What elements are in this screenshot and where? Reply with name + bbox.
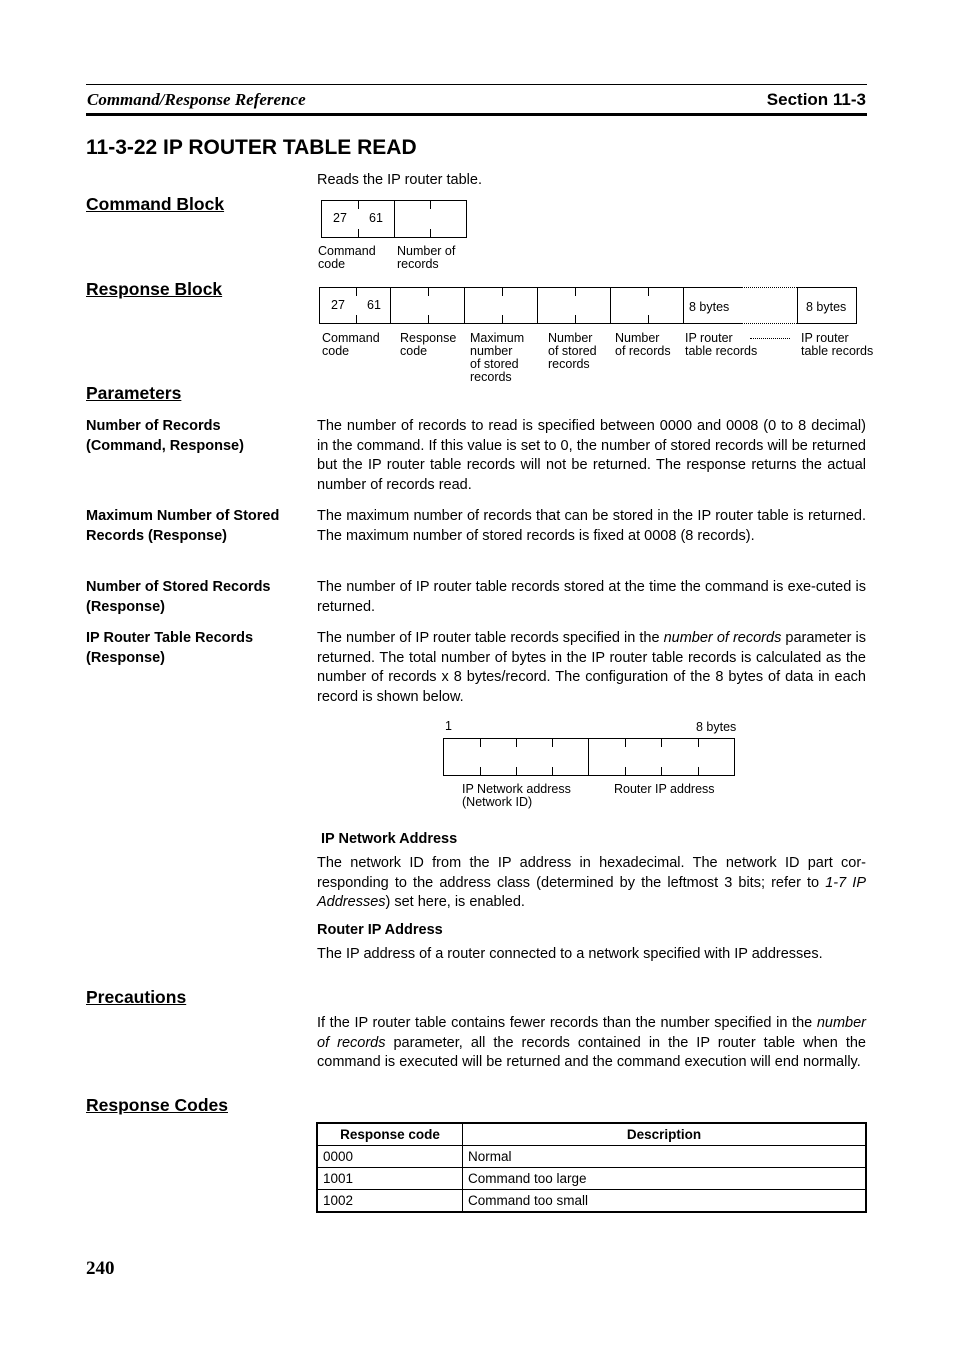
page-number: 240 xyxy=(86,1258,115,1279)
param-heading-number-of-records: Number of Records (Command, Response) xyxy=(86,418,244,454)
ip-network-heading: IP Network Address xyxy=(321,831,458,847)
command-frame xyxy=(321,200,467,238)
response-cell-number xyxy=(610,287,684,324)
record-end-label: 8 bytes xyxy=(696,720,737,734)
response-label-number: Number of records xyxy=(615,331,671,358)
command-label-number-of-records: Number of records xyxy=(397,244,456,271)
record-label-network: IP Network address (Network ID) xyxy=(462,782,571,809)
response-cell-response-code xyxy=(390,287,465,324)
table-header-description: Description xyxy=(463,1123,867,1146)
heading-response-codes: Response Codes xyxy=(86,1095,228,1115)
param-text-stored: The number of IP router table records stored at the time the command is exe-cuted is returned. xyxy=(317,579,866,615)
response-cell-command-code: 27 61 xyxy=(319,287,391,324)
table-cell-description: Command too small xyxy=(463,1190,867,1213)
table-cell-description: Normal xyxy=(463,1146,867,1168)
table-cell-code: 0000 xyxy=(317,1146,463,1168)
ip-network-text: The network ID from the IP address in hexadecimal. The network ID part cor-responding to the address class (determined by the leftmost 3 bits; refer to 1-7 IP Addresses) set here, is enabled. xyxy=(317,855,867,910)
table-row xyxy=(317,1168,866,1190)
command-code-1: 27 xyxy=(333,211,347,225)
response-label-response-code: Response code xyxy=(400,331,457,358)
table-row xyxy=(317,1190,866,1213)
heading-command-block: Command Block xyxy=(86,194,225,214)
intro-text: Reads the IP router table. xyxy=(317,172,482,188)
table-header-row xyxy=(317,1123,866,1146)
response-cell-max-stored xyxy=(464,287,538,324)
header-rule-bottom xyxy=(86,113,867,116)
header-title: Command/Response Reference xyxy=(87,90,306,109)
router-ip-text: The IP address of a router connected to a network specified with IP addresses. xyxy=(317,946,823,962)
response-cell-records-1: 8 bytes xyxy=(683,287,741,324)
section-title: 11-3-22 IP ROUTER TABLE READ xyxy=(86,136,417,159)
param-heading-router-records: IP Router Table Records (Response) xyxy=(86,630,254,666)
response-codes-table xyxy=(316,1122,867,1213)
param-text-number-of-records: The number of records to read is specified between 0000 and 0008 (0 to 8 decimal) in the command. If this value is set to 0, the number of stored records will be returned but the IP router table records will not be returned. The response returns the actual number of records read. xyxy=(317,418,866,493)
response-label-records-2: IP router table records xyxy=(801,331,874,358)
heading-response-block: Response Block xyxy=(86,279,223,299)
response-label-command-code: Command code xyxy=(322,331,380,358)
response-cell-stored xyxy=(537,287,611,324)
header-rule-top xyxy=(86,84,867,85)
table-cell-description: Command too large xyxy=(463,1168,867,1190)
heading-parameters: Parameters xyxy=(86,383,182,403)
response-label-max-stored: Maximum number of stored records xyxy=(470,331,525,384)
response-cell-records-2: 8 bytes xyxy=(797,287,857,324)
response-label-records-1: IP router table records xyxy=(685,331,758,358)
table-row xyxy=(317,1146,866,1168)
table-header-code: Response code xyxy=(317,1123,463,1146)
heading-precautions: Precautions xyxy=(86,987,187,1007)
response-label-stored: Number of stored records xyxy=(548,331,597,371)
param-heading-stored: Number of Stored Records (Response) xyxy=(86,579,271,615)
param-text-max-stored: The maximum number of records that can be stored in the IP router table is returned. The maximum number of stored records is fixed at 0008 (8 records). xyxy=(317,508,866,544)
table-cell-code: 1002 xyxy=(317,1190,463,1213)
record-frame xyxy=(443,738,735,776)
precautions-text: If the IP router table contains fewer records than the number specified in the number of records parameter, all the records contained in the IP router table when the command is executed will be returned and the command execution will end normally. xyxy=(317,1015,866,1070)
record-label-router: Router IP address xyxy=(614,782,715,796)
command-code-2: 61 xyxy=(369,211,383,225)
param-text-router-records: The number of IP router table records specified in the number of records parameter is returned. The total number of bytes in the IP router table records is calculated as the number of records x 8 bytes/record. The configuration of the 8 bytes of data in each record is shown below. xyxy=(317,630,866,705)
command-label-command-code: Command code xyxy=(318,244,376,271)
router-ip-heading: Router IP Address xyxy=(317,922,443,938)
table-cell-code: 1001 xyxy=(317,1168,463,1190)
param-heading-max-stored: Maximum Number of Stored Records (Response) xyxy=(86,508,280,544)
record-start-label: 1 xyxy=(445,719,452,733)
header-section: Section 11-3 xyxy=(766,90,866,109)
